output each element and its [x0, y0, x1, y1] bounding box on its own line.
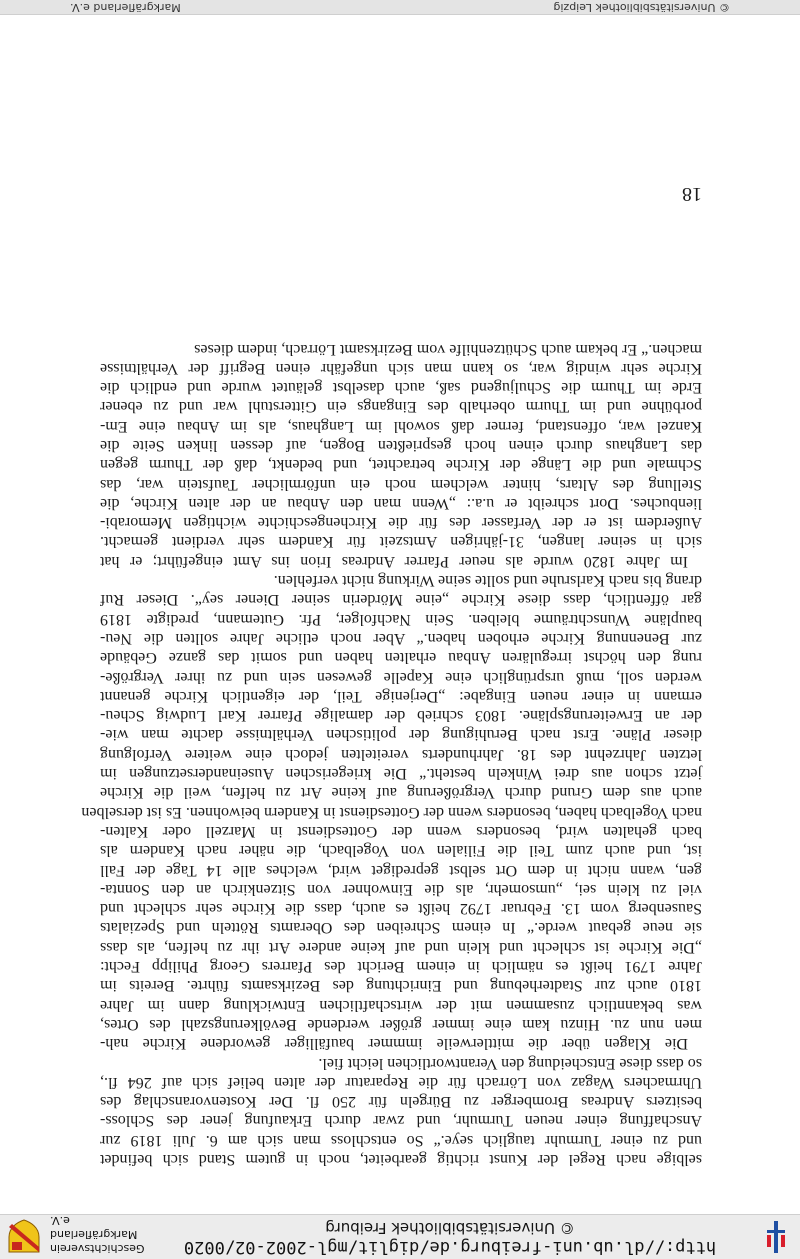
text-line: dieser Pläne. Erst nach Beruhigung der politischen Verhältnisse dachte man wie- — [100, 726, 702, 744]
text-line: sie neue gebaut werde.“ In einem Schreiben des Oberamts Rötteln und Spezialats — [100, 919, 702, 937]
org-line-1: Geschichtsverein — [50, 1242, 145, 1255]
text-line: lienbuches. Dort schreibt er u.a.: „Wenn man den Anbau an der alten Kirche, die — [100, 494, 702, 512]
text-line: Kirche sehr windig war, so kann man sich ungefähr einen Begriff der Verhältnisse — [100, 359, 702, 377]
text-line: machen.“ Er bekam auch Schützenhilfe vom Bezirksamt Lörrach, indem dieses — [194, 340, 702, 358]
text-line: der an Erweiterungspläne. 1803 schrieb der damalige Pfarrer Karl Ludwig Scheu- — [100, 707, 702, 725]
organization-name — [50, 1213, 160, 1255]
text-line: das Langhaus durch einen hoch gesprießten Bogen, auf dessen linken Seite die — [100, 437, 702, 455]
text-line: Uhrmachers Wagaz von Lörrach für die Reparatur der alten belief sich auf 264 fl., — [100, 1073, 702, 1091]
text-line: und zu einer Turmuhr tauglich seye.“ So entschloss man sich am 6. Juli 1819 zur — [100, 1131, 702, 1149]
text-line: Sausenberg vom 13. Februar 1792 heißt es auch, dass die Kirche sehr schlecht und — [100, 900, 702, 918]
footer-right-text: Markgräflerland e.V. — [70, 1, 181, 14]
text-line: so dass diese Entscheidung den Verantwortlichen leicht fiel. — [318, 1054, 702, 1072]
text-line: men nun zu. Hinzu kam eine immer größer werdende Bevölkerungszahl des Ortes, — [100, 1015, 702, 1033]
text-line: auch aus dem Grund durch Vergrößerung auf keine Art zu helfen, weil die Kirche — [100, 784, 702, 802]
copyright-text: © Universitätsbibliothek Freiburg — [325, 1219, 575, 1237]
text-line: Im Jahre 1820 wurde als neuer Pfarrer Andreas Irion ins Amt eingeführt; er hat — [100, 552, 688, 570]
text-line: zur Benennung Kirche erhoben haben.“ Aber noch etliche Jahre sollten die Neu- — [100, 629, 702, 647]
text-line: werden soll, muß ursprünglich eine Kapelle gewesen sein und zu ihrer Vergröße- — [100, 668, 702, 686]
footer-left-text: © Universitätsbibliothek Leipzig — [553, 1, 730, 14]
text-line: porbühne und im Thurm oberhalb des Eingangs ein Gitterstuhl war und zu ebener — [100, 398, 702, 416]
text-line: 1810 auch zur Stadterhebung und Einrichtung des Bezirksamts führte. Bereits im — [100, 977, 702, 995]
text-line: Jahre 1791 heißt es nämlich in einem Bericht des Pfarrers Georg Philipp Fecht: — [100, 958, 702, 976]
text-line: besitzers Andreas Bromberger zu Bürgeln für 250 fl. Der Kostenvoranschlag des — [100, 1093, 702, 1111]
text-line: sich in seiner langen, 31-jährigen Amtszeit für Kandern sehr verdient gemacht. — [100, 533, 702, 551]
text-line: selbige nach Regel der Kunst richtig gearbeitet, noch in gutem Stand sich befindet — [100, 1151, 702, 1168]
text-line: gar öffentlich, dass diese Kirche „eine Mörderin seiner Diener sey“. Dieser Ruf — [100, 591, 702, 609]
footer-bar — [0, 0, 800, 15]
header-bar — [0, 1214, 800, 1259]
text-line: letzten Jahrzehnt des 18. Jahrhunderts vereitelten jedoch eine weitere Verfolgung — [100, 745, 702, 763]
text-line: ist, und auch zum Teil die Filialen von Vogelbach, die näher nach Kandern als — [100, 842, 702, 860]
text-line: Stellung des Altars, hinter welchem noch ein unförmlicher Taufstein war, das — [100, 475, 702, 493]
text-line: Erde im Thurm die Schuljugend saß, auch daselbst geläutet wurde und endlich die — [100, 379, 702, 397]
text-line: bach gehalten wird, besonders wenn der Gottesdienst in Marzell oder Kalten- — [100, 822, 702, 840]
text-line: drang bis nach Karlsruhe und sollte seine Wirkung nicht verfehlen. — [273, 572, 702, 590]
text-line: baupläne Wunschträume bleiben. Sein Nachfolger, Pfr. Gutemann, predigte 1819 — [100, 610, 702, 628]
text-line: was bekanntlich zusammen mit der wirtschaftlichen Entwicklung dann im Jahre — [100, 996, 702, 1014]
text-line: nach Vogelbach haben, besonders wenn der Gottesdienst in Kandern beiwohnen. Es ist derselben — [81, 803, 702, 821]
text-line: „Die Kirche ist schlecht und klein und auf keine andere Art ihr zu helfen, als dass — [100, 938, 702, 956]
ub-freiburg-logo-icon — [758, 1219, 794, 1255]
coat-of-arms-icon — [6, 1219, 42, 1255]
text-line: Außerdem ist er der Verfasser des für die Kirchengeschichte wichtigen Memorabi- — [100, 514, 702, 532]
text-line: viel zu klein sei, „umsomehr, als die Einwohner von Sitzenkirch an den Sonnta- — [100, 880, 702, 898]
text-line: Die Klagen über die mittlerweile immmer baufälliger gewordene Kirche nah- — [100, 1035, 688, 1053]
page-number: 18 — [682, 183, 702, 205]
org-line-2: Markgräflerland e.V. — [50, 1214, 138, 1241]
text-line: ermann in einer neuen Eingabe: „Derjenige Teil, der eigentlich Kirche genannt — [100, 687, 702, 705]
page-body-text — [81, 339, 702, 1169]
text-line: Anschaffung einer neuen Turmuhr, und zwar durch Erkaufung jener des Schloss- — [100, 1112, 702, 1130]
text-line: gen, wann nicht in dem Ort selbst geprediget wird, welches alle 14 Tage der Fall — [100, 861, 702, 879]
text-line: jetzt schon aus drei Winkeln besteht.“ Die kriegerischen Auseinandersetzungen im — [100, 765, 702, 783]
document-url[interactable]: http://dl.ub.uni-freiburg.de/diglit/mgl-2002-02/0020 — [183, 1237, 717, 1257]
text-line: rung den höchst irregulären Anbau erhalten haben und somit das ganze Gebäude — [100, 649, 702, 667]
text-line: Kanzel war, offenstand, ferner daß sowohl im Langhaus, als im Anbau eine Em- — [100, 417, 702, 435]
text-line: Schmale und die Länge der Kirche betrachtet, und bedenkt, daß der Thurm gegen — [100, 456, 702, 474]
